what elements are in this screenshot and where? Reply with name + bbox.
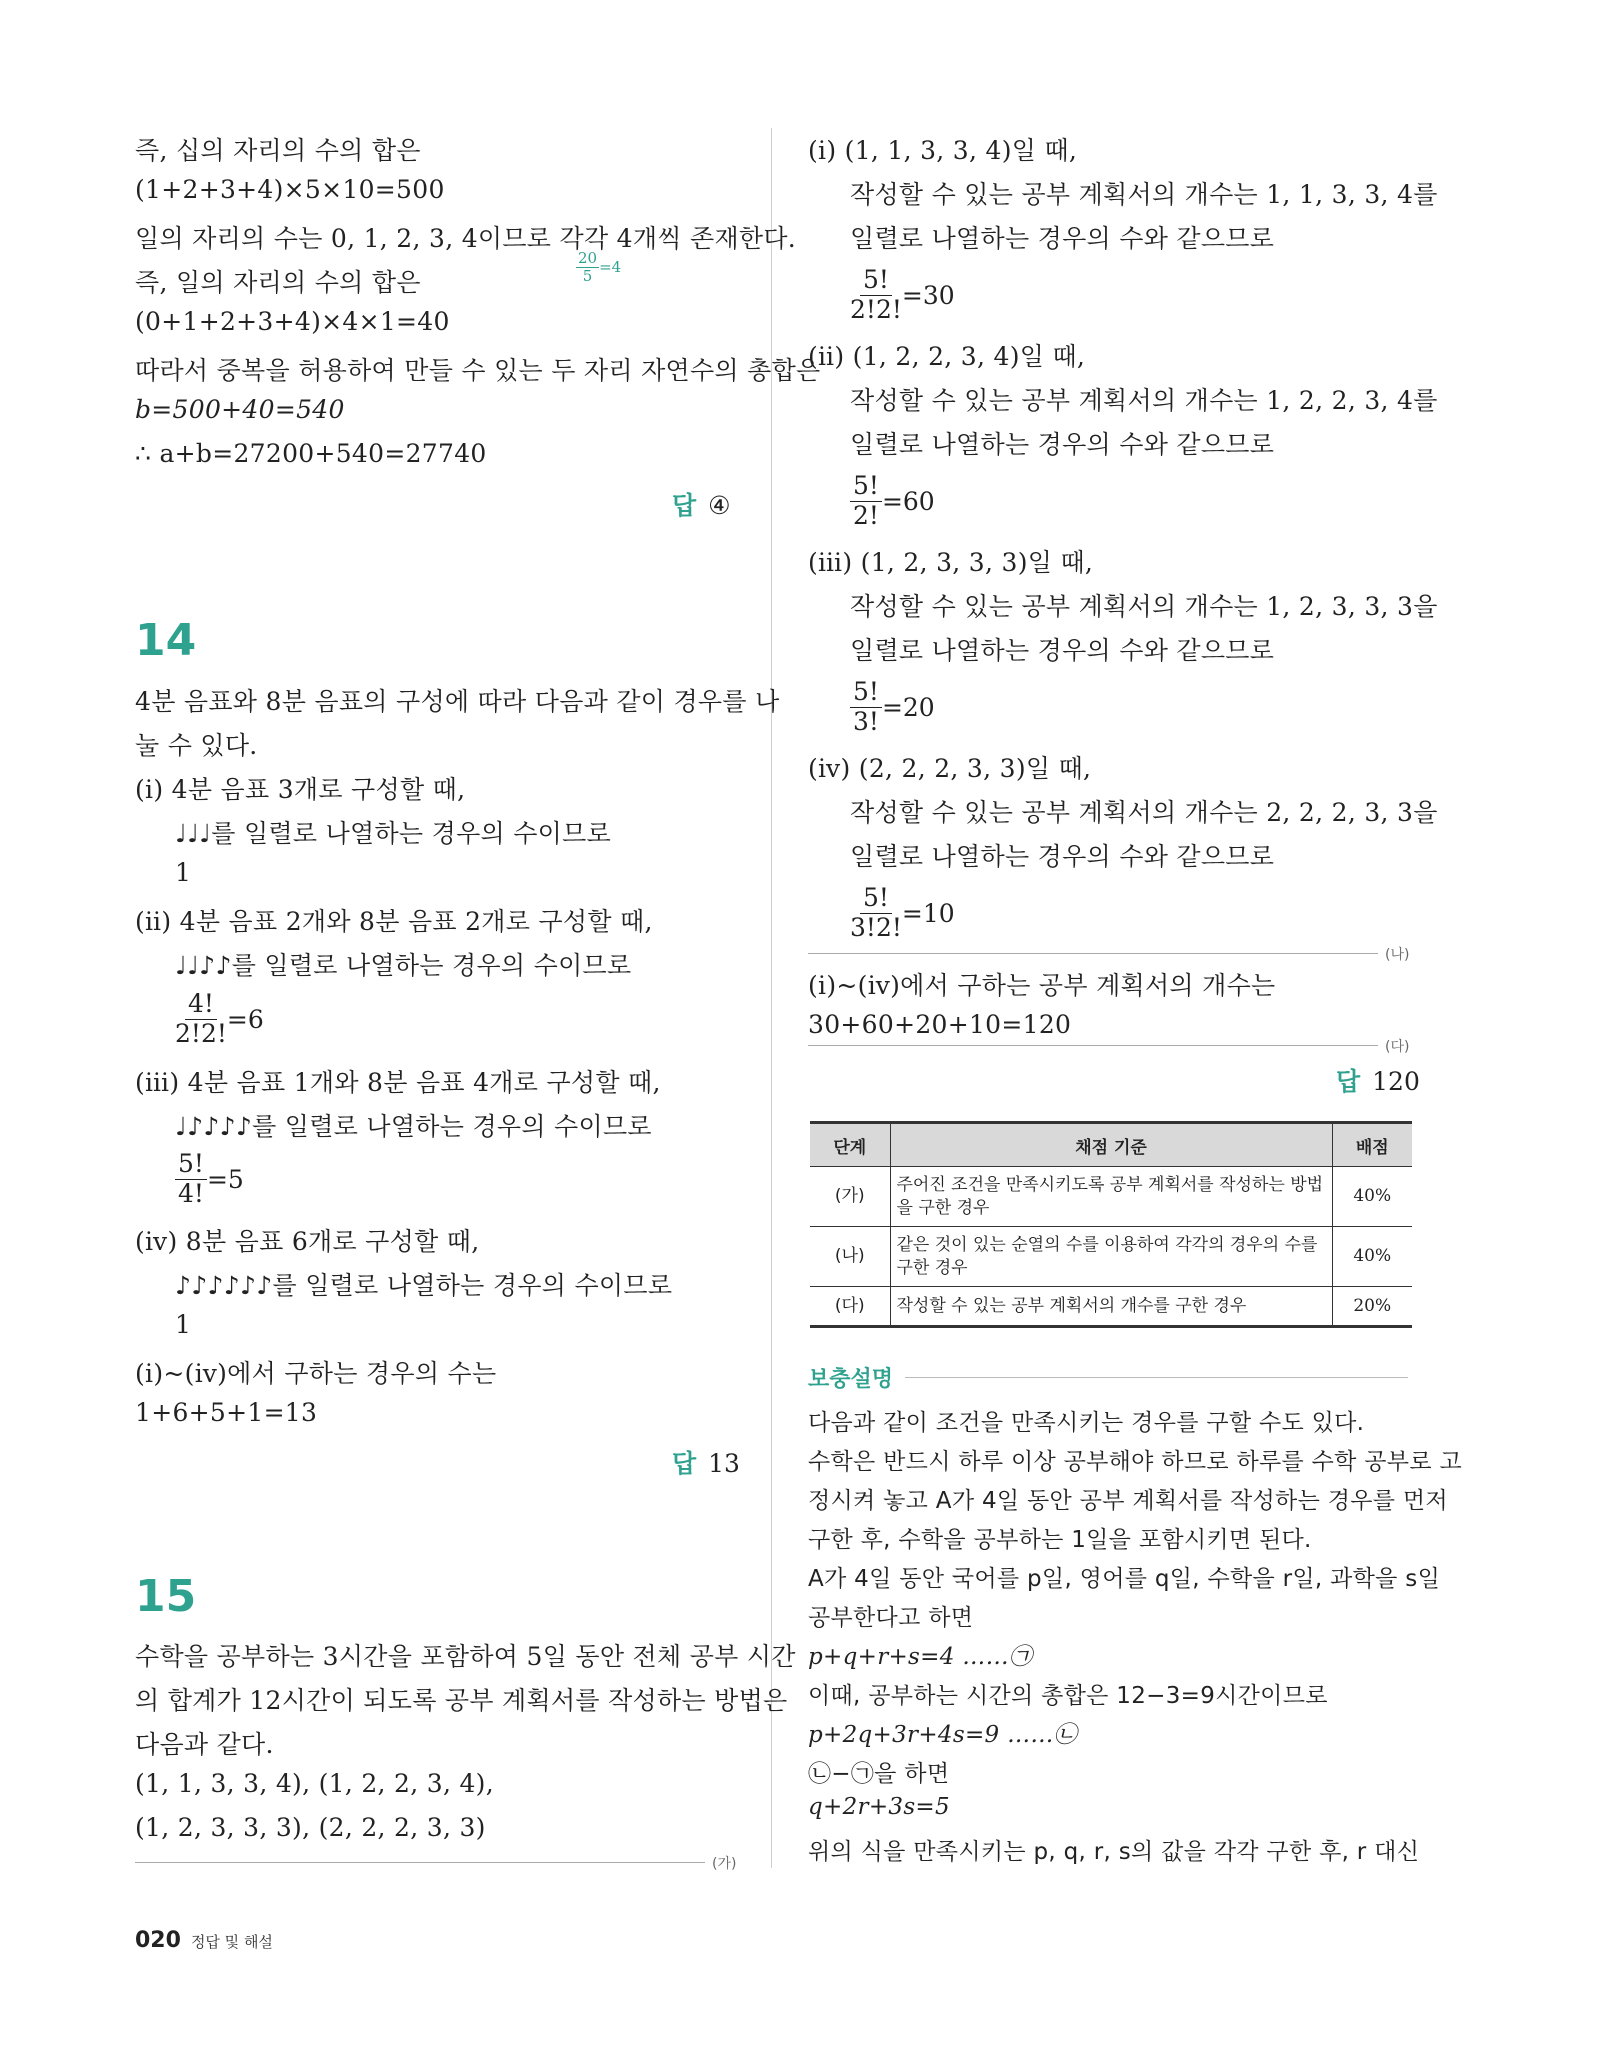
- supplement-title: 보충설명: [808, 1367, 894, 1392]
- fraction: [850, 884, 955, 943]
- text-line: 즉, 십의 자리의 수의 합은: [135, 136, 421, 165]
- answer-top: [672, 486, 731, 522]
- text-line: 위의 식을 만족시키는 p, q, r, s의 값을 각각 구한 후, r 대신: [808, 1839, 1420, 1865]
- case-heading: (ⅰ) 4분 음표 3개로 구성할 때,: [135, 775, 466, 804]
- footer-title: 정답 및 해설: [190, 1933, 273, 1951]
- answer-label: 답: [672, 1449, 697, 1478]
- case-heading: (ⅳ) 8분 음표 6개로 구성할 때,: [135, 1227, 480, 1256]
- hint-den: 5: [582, 266, 593, 285]
- text-line: (ⅰ)~(ⅳ)에서 구하는 경우의 수는: [135, 1359, 497, 1388]
- fraction: [850, 678, 935, 737]
- text-line: (ⅰ)~(ⅳ)에서 구하는 공부 계획서의 개수는: [808, 971, 1276, 1000]
- cell-score: 40%: [1332, 1167, 1412, 1227]
- fraction: [850, 266, 955, 325]
- result-value: 1: [175, 1310, 192, 1339]
- text-line: 따라서 중복을 허용하여 만들 수 있는 두 자리 자연수의 총합은: [135, 356, 821, 385]
- equation-line: (1+2+3+4)×5×10=500: [135, 175, 445, 204]
- step-divider: [808, 953, 1378, 954]
- answer-value: 13: [708, 1449, 740, 1478]
- text-line: 즉, 일의 자리의 수의 합은: [135, 268, 421, 297]
- fraction: [850, 472, 935, 531]
- table-row: [810, 1287, 1412, 1327]
- equation-line: b=500+40=540: [135, 395, 345, 424]
- grading-table: [810, 1121, 1412, 1328]
- hint-num: 20: [578, 249, 598, 267]
- text-line: ♩♪♪♪♪를 일렬로 나열하는 경우의 수이므로: [175, 1112, 652, 1141]
- answer-14: [672, 1444, 740, 1480]
- frac-den: 4!: [178, 1178, 204, 1208]
- answer-label: 답: [672, 491, 697, 520]
- frac-result: =6: [226, 1004, 264, 1034]
- text-line: ♩♩♪♪를 일렬로 나열하는 경우의 수이므로: [175, 951, 632, 980]
- case-heading: (ⅰ) (1, 1, 3, 3, 4)일 때,: [808, 136, 1078, 165]
- case-heading: (ⅱ) 4분 음표 2개와 8분 음표 2개로 구성할 때,: [135, 907, 653, 936]
- case-heading: (ⅱ) (1, 2, 2, 3, 4)일 때,: [808, 342, 1086, 371]
- frac-result: =30: [901, 280, 955, 310]
- text-line: 정시켜 놓고 A가 4일 동안 공부 계획서를 작성하는 경우를 먼저: [808, 1488, 1448, 1514]
- table-header-row: [810, 1123, 1412, 1167]
- step-divider: [135, 1862, 705, 1863]
- result-value: 1: [175, 858, 192, 887]
- text-line: 일렬로 나열하는 경우의 수와 같으므로: [850, 430, 1275, 459]
- frac-den: 3!: [853, 706, 879, 736]
- fraction: [175, 1150, 244, 1209]
- cell-criteria: 주어진 조건을 만족시키도록 공부 계획서를 작성하는 방법을 구한 경우: [890, 1167, 1332, 1227]
- text-line: A가 4일 동안 국어를 p일, 영어를 q일, 수학을 r일, 과학을 s일: [808, 1566, 1441, 1592]
- problem-number-15: 15: [135, 1571, 197, 1622]
- page-number: 020: [135, 1928, 181, 1953]
- equation-line: ∴ a+b=27200+540=27740: [135, 439, 487, 468]
- equation-line: p+2q+3r+4s=9 ……㉡: [808, 1722, 1077, 1748]
- table-row: [810, 1227, 1412, 1287]
- table-row: [810, 1167, 1412, 1227]
- text-line: 일의 자리의 수는 0, 1, 2, 3, 4이므로 각각 4개씩 존재한다.: [135, 224, 797, 253]
- text-line: 의 합계가 12시간이 되도록 공부 계획서를 작성하는 방법은: [135, 1686, 788, 1715]
- frac-den: 3!2!: [850, 912, 902, 942]
- hint-rest: =4: [599, 258, 622, 276]
- problem-number-14: 14: [135, 615, 197, 666]
- step-tag: (다): [1385, 1039, 1410, 1055]
- case-heading: (ⅲ) (1, 2, 3, 3, 3)일 때,: [808, 548, 1094, 577]
- frac-num: 5!: [175, 1150, 207, 1180]
- frac-result: =60: [881, 486, 935, 516]
- header-step: 단계: [810, 1123, 890, 1167]
- text-line: ♪♪♪♪♪♪를 일렬로 나열하는 경우의 수이므로: [175, 1271, 673, 1300]
- cell-step: (가): [810, 1167, 890, 1227]
- frac-result: =5: [206, 1164, 244, 1194]
- frac-num: 5!: [860, 266, 892, 296]
- text-line: 작성할 수 있는 공부 계획서의 개수는 1, 2, 2, 3, 4를: [850, 386, 1438, 415]
- step-tag: (가): [712, 1856, 737, 1872]
- text-line: 다음과 같다.: [135, 1730, 274, 1759]
- case-heading: (ⅲ) 4분 음표 1개와 8분 음표 4개로 구성할 때,: [135, 1068, 661, 1097]
- text-line: 공부한다고 하면: [808, 1605, 974, 1631]
- text-line: 이때, 공부하는 시간의 총합은 12−3=9시간이므로: [808, 1683, 1328, 1709]
- answer-value: 120: [1372, 1067, 1420, 1096]
- text-line: 일렬로 나열하는 경우의 수와 같으므로: [850, 224, 1275, 253]
- fraction: [175, 990, 264, 1049]
- text-line: 작성할 수 있는 공부 계획서의 개수는 1, 1, 3, 3, 4를: [850, 180, 1438, 209]
- cell-score: 40%: [1332, 1227, 1412, 1287]
- frac-den: 2!2!: [175, 1018, 227, 1048]
- text-line: 작성할 수 있는 공부 계획서의 개수는 1, 2, 3, 3, 3을: [850, 592, 1438, 621]
- frac-result: =10: [901, 898, 955, 928]
- equation-line: q+2r+3s=5: [808, 1794, 950, 1820]
- text-line: 수학은 반드시 하루 이상 공부해야 하므로 하루를 수학 공부로 고: [808, 1449, 1462, 1475]
- frac-num: 4!: [185, 990, 217, 1020]
- text-line: 수학을 공부하는 3시간을 포함하여 5일 동안 전체 공부 시간: [135, 1642, 796, 1671]
- text-line: ㉡−㉠을 하면: [808, 1761, 950, 1787]
- text-line: ♩♩♩를 일렬로 나열하는 경우의 수이므로: [175, 819, 612, 848]
- frac-num: 5!: [860, 884, 892, 914]
- frac-num: 5!: [850, 678, 882, 708]
- header-criteria: 채점 기준: [890, 1123, 1332, 1167]
- frac-den: 2!: [853, 500, 879, 530]
- header-score: 배점: [1332, 1123, 1412, 1167]
- equation-line: (1, 2, 3, 3, 3), (2, 2, 2, 3, 3): [135, 1813, 486, 1842]
- cell-step: (다): [810, 1287, 890, 1327]
- text-line: 일렬로 나열하는 경우의 수와 같으므로: [850, 636, 1275, 665]
- frac-num: 5!: [850, 472, 882, 502]
- text-line: 4분 음표와 8분 음표의 구성에 따라 다음과 같이 경우를 나: [135, 687, 780, 716]
- text-line: 작성할 수 있는 공부 계획서의 개수는 2, 2, 2, 3, 3을: [850, 798, 1438, 827]
- cell-step: (나): [810, 1227, 890, 1287]
- supplement-rule: [905, 1377, 1408, 1378]
- equation-line: (1, 1, 3, 3, 4), (1, 2, 2, 3, 4),: [135, 1769, 494, 1798]
- cell-criteria: 같은 것이 있는 순열의 수를 이용하여 각각의 경우의 수를 구한 경우: [890, 1227, 1332, 1287]
- text-line: 일렬로 나열하는 경우의 수와 같으므로: [850, 842, 1275, 871]
- frac-den: 2!2!: [850, 294, 902, 324]
- cell-score: 20%: [1332, 1287, 1412, 1327]
- step-divider: [808, 1045, 1378, 1046]
- step-tag: (나): [1385, 947, 1410, 963]
- text-line: 구한 후, 수학을 공부하는 1일을 포함시키면 된다.: [808, 1527, 1312, 1553]
- frac-result: =20: [881, 692, 935, 722]
- answer-value: ④: [708, 491, 731, 520]
- page-footer: [135, 1928, 273, 1953]
- answer-label: 답: [1336, 1067, 1361, 1096]
- equation-line: 1+6+5+1=13: [135, 1398, 318, 1427]
- column-divider: [771, 128, 772, 1868]
- answer-15: [1336, 1062, 1420, 1098]
- margin-hint: [576, 250, 621, 284]
- equation-line: p+q+r+s=4 ……㉠: [808, 1644, 1033, 1670]
- text-line: 다음과 같이 조건을 만족시키는 경우를 구할 수도 있다.: [808, 1410, 1365, 1436]
- case-heading: (ⅳ) (2, 2, 2, 3, 3)일 때,: [808, 754, 1092, 783]
- text-line: 눌 수 있다.: [135, 731, 258, 760]
- equation-line: 30+60+20+10=120: [808, 1010, 1072, 1039]
- equation-line: (0+1+2+3+4)×4×1=40: [135, 307, 450, 336]
- cell-criteria: 작성할 수 있는 공부 계획서의 개수를 구한 경우: [890, 1287, 1332, 1327]
